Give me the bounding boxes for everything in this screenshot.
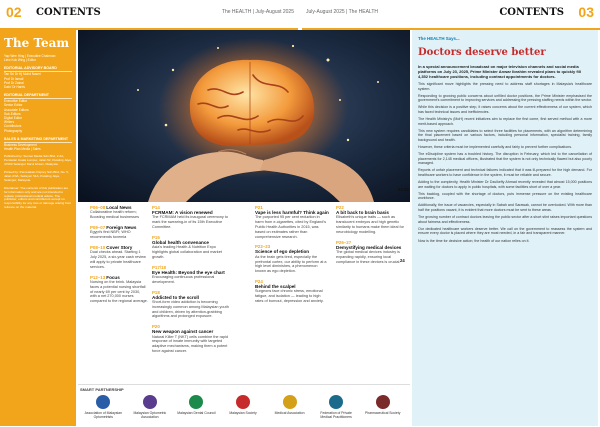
contents-page-ref: P09–07 — [90, 225, 106, 230]
contents-item[interactable] — [90, 225, 148, 240]
contents-item-desc: Dual checks ahead. Starting 1 July 2025, a six-year cash review will apply to private healthcare services. — [90, 250, 146, 269]
editorial-paragraph: Responding to growing public concerns about unfilled doctor positions, the Prime Minister emphasised the government's commitment to improving services and addressing the pressing staffing needs within the sector. — [418, 93, 593, 103]
contents-page-ref: P08–10 — [90, 245, 106, 250]
editorial-paragraph: Reports of unfair placement and technical failures indicated that it was ill-prepared for the high demand. For healthcare workers to have confidence in the system, it must be reliable and secure. — [418, 168, 592, 177]
contents-page-ref: P18 — [152, 289, 160, 295]
contents-item-desc: The global medical devices industry is expanding rapidly, ensuring local compliance in these devices is crucial. — [336, 250, 401, 264]
contents-item-desc: As the brain gets tired, especially the prefrontal cortex, our ability to perform at a high level diminishes, a phenomenon known as ego depletion. — [255, 254, 327, 274]
side-page-label: 22-23 — [398, 187, 409, 192]
editorial-kicker: The HEALTH Says... — [418, 36, 460, 41]
contents-item[interactable] — [152, 235, 232, 260]
partner-logo-icon — [329, 395, 343, 409]
partner-logo-icon — [236, 395, 250, 409]
contents-item[interactable] — [336, 240, 408, 265]
contents-item[interactable] — [90, 245, 148, 270]
partner-logo-name: Malaysian Dental Council — [177, 411, 216, 415]
partner-logo-name: Association of Malaysian Optometrists — [84, 411, 122, 419]
contents-page-ref: P21 — [255, 205, 263, 210]
contents-item-title: FCRMAM: A vision renewed — [152, 210, 213, 215]
editorial-dept-heading: EDITORIAL DEPARTMENT — [4, 93, 72, 99]
contents-column-2 — [152, 205, 232, 359]
advisory-member: Prof Dr Ismail — [4, 76, 24, 81]
editorial-paragraph: However, these criteria must be implemented carefully and fairly to prevent further complications. — [418, 145, 573, 150]
partner-logo-icon — [283, 395, 297, 409]
sales-heading: SALES & MARKETING DEPARTMENT — [4, 137, 72, 143]
partner-logo-name: Malaysian Optometric Association — [133, 411, 167, 419]
contents-item[interactable] — [255, 205, 329, 239]
advisory-member: Prof Dr Zainal — [4, 80, 24, 85]
left-page-number: 02 — [6, 4, 22, 20]
contents-item-desc: Encouraging continuous professional development. — [152, 275, 215, 284]
sales-line: Business Development — [4, 142, 37, 147]
partner-logo[interactable] — [82, 395, 125, 423]
partner-logo[interactable] — [175, 395, 218, 423]
left-issue-line: The HEALTH | July-August 2025 — [221, 9, 294, 15]
disclaimer: Disclaimer: The contents of this publication are for information only and are not intended to replace professional medical advice. The publisher, editors and contributors accept no responsibility for any loss or damage arising from reliance on the material. — [4, 185, 72, 210]
contents-item[interactable] — [152, 324, 232, 354]
sales-line: Health Plan Media | Sales — [4, 147, 41, 152]
advisory-member: Tan Sri Dr Hj Mohd Nazmi — [4, 72, 41, 77]
contents-item[interactable] — [255, 279, 329, 304]
contents-item-desc: Collaborative health reform; Boosting medical businesses — [90, 210, 139, 220]
editorial-title: Doctors deserve better — [418, 47, 546, 58]
contents-column-4 — [336, 205, 408, 269]
editorial-role: Associate Editors — [4, 107, 29, 112]
contents-item[interactable] — [90, 275, 148, 304]
contents-item-title: New weapon against cancer — [152, 329, 214, 335]
contents-item-desc: Surgeons face chronic stress, emotional fatigue, and isolation — leading to high rates of burnout, depression and anxiety. — [255, 289, 324, 303]
contents-item[interactable] — [255, 244, 329, 274]
partner-logo-icon — [376, 395, 390, 409]
partner-logo-name: Pharmaceutical Society — [364, 411, 401, 415]
partner-logo-icon — [189, 395, 203, 409]
editorial-body — [418, 82, 592, 243]
team-line: Yap Wee Hing | Executive Chairman — [4, 54, 56, 58]
contents-item-desc: Nursing on the brink. Malaysia faces a potential nursing shortfall of nearly 69 per cent by 2030, with a net 270,000 nurses compared to the regional average. — [90, 280, 148, 304]
editorial-panel — [412, 30, 598, 426]
partner-logo-icon — [143, 395, 157, 409]
smart-partnership-strip — [78, 384, 410, 427]
partner-logo-icon — [96, 395, 110, 409]
contents-item-desc: Natural Killer T (NKT) cells combine the rapid response of innate immunity with targeted adaptive mechanisms, making them a potent force against cancer. — [152, 334, 229, 353]
editorial-paragraph: The eDiscipline system has a troubled history. The disruption in February, which led to the cancellation of placements for 2,145 medical officers, illustrated that the system is not only technically flawed but also poorly managed. — [418, 152, 592, 166]
contents-page-ref: P06–08 — [90, 205, 106, 210]
contents-item-desc: The FCRMAM held its inaugural ceremony to mark the swearing-in of its 15th Executive Committee. — [152, 215, 228, 229]
partner-logo[interactable] — [315, 395, 358, 423]
contents-item-title: Vape is less harmful? Think again — [255, 210, 329, 215]
editorial-paragraph: Additionally, the issue of vacancies, especially in Sabah and Sarawak, cannot be overlooked. With more than half the positions vacant, it is evident that more doctors must be sent to these areas. — [418, 203, 592, 213]
contents-page-ref: P17/18 — [152, 264, 166, 270]
partners-title: SMART PARTNERSHIP — [80, 387, 124, 392]
editorial-role: Photography — [4, 128, 23, 133]
contents-item[interactable] — [152, 290, 232, 320]
contents-column-1 — [90, 205, 148, 309]
contents-item-title: Behind the scalpel — [255, 283, 296, 289]
editorial-paragraph: Now is the time for decisive action; the health of our nation relies on it. — [418, 238, 530, 243]
contents-item-title: Science of ego depletion — [255, 249, 310, 255]
contents-item-title: Eye Health: Beyond the eye chart — [152, 269, 225, 275]
brain-in-hands-illustration — [78, 30, 410, 202]
team-column — [0, 30, 76, 426]
advisory-member: Dato' Dr Harris — [4, 85, 25, 90]
editorial-paragraph: Adding to the complexity, Health Minister Dr Dzulkefly Ahmad recently revealed that almost 15,000 positions are waiting for doctors to apply in public hospitals, with some facilities short of over a year. — [418, 180, 592, 189]
team-line: Liew Kok Wing | Editor — [4, 58, 37, 63]
contents-item[interactable] — [336, 205, 408, 235]
right-issue-line: July-August 2025 | The HEALTH — [306, 9, 378, 15]
contents-item-desc: Egypt's first NBFI; WHO recommends toxemia — [90, 230, 131, 240]
left-running-head: CONTENTS — [36, 7, 101, 18]
contents-item-title: Foreign News — [106, 225, 137, 230]
editorial-role: Contributors — [4, 124, 22, 129]
editorial-paragraph: While this decision is a positive step, it raises concerns about the current effectiveness of our system, which has faced technical issues and inefficiencies. — [418, 105, 592, 114]
editorial-paragraph: This new system requires candidates to select three facilities for placements, with an algorithm determining the final placement based on various factors, including personal information, specialist training, family background and health. — [418, 128, 592, 142]
editorial-lead: In a special announcement broadcast on major television channels and social media platforms on July 23, 2025, Prime Minister Anwar Ibrahim revealed plans to quickly fill 4,352 healthcare positions, including contract appointments for doctors. — [418, 64, 582, 79]
right-page-header — [302, 0, 600, 30]
contents-item[interactable] — [152, 265, 232, 285]
contents-item-title: Demystifying medical devices — [336, 244, 402, 250]
contents-item[interactable] — [152, 205, 232, 230]
contents-page-ref: P12–13 — [90, 274, 106, 280]
cover-hero-image — [78, 30, 410, 202]
contents-page-ref: P22 — [336, 205, 344, 210]
partner-logo-name: Medical Association — [274, 411, 305, 415]
contents-item[interactable] — [90, 205, 148, 220]
editorial-paragraph: The growing number of contract doctors leaving the public sector after a short stint raises important questions about fairness and effectiveness. — [418, 215, 592, 224]
editorial-role: Sub-Editors — [4, 111, 21, 116]
contents-item-title: A bit back to brain basis — [336, 210, 389, 215]
publisher-info: Published by: Sunset Media Sdn Bhd, 2-3A, Persiaran Kuala Lumpur, Jalan 52, Petaling Jaya, 47000 Selangor Darul Ehsan, Malaysia. — [4, 154, 72, 167]
team-title: The Team — [4, 36, 70, 50]
editorial-paragraph: Our dedicated healthcare workers deserve better. We call on the government to reassess the system and ensure every doctor is placed where they are most needed, in a fair and transparent manner. — [418, 226, 592, 236]
editorial-paragraph: The Health Ministry's (MoH) recent initiatives aim to replace the first come, first served method with a more merit-based approach. — [418, 117, 592, 126]
contents-column-3 — [255, 205, 329, 309]
partner-logo-name: Federation of Private Medical Practitioners — [320, 411, 352, 419]
contents-item-desc: Elisabeth's unique traits — such as translucent embryos and high genetic similarity to humans make them ideal for neurobiology modelling. — [336, 215, 404, 234]
partner-logo[interactable] — [129, 395, 172, 423]
contents-item-title: Cover Story — [106, 245, 133, 250]
contents-page-ref: P20 — [152, 324, 160, 330]
partner-logo[interactable] — [361, 395, 404, 423]
contents-item-title: Global health convenance — [152, 239, 209, 245]
contents-page-ref: P22–23 — [255, 244, 271, 250]
editorial-role: Executive Editor — [4, 99, 28, 104]
partner-logo-name: Malaysian Society — [229, 411, 257, 415]
editorial-paragraph: This backlog, coupled with the shortage of doctors, puts immense pressure on the existing healthcare workforce. — [418, 191, 592, 201]
partner-logo[interactable] — [268, 395, 311, 423]
right-running-head: CONTENTS — [499, 7, 564, 18]
side-page-label: 24 — [400, 258, 405, 263]
left-page-header — [0, 0, 298, 30]
printer-info: Printed by: Percetakan Osprey Sdn Bhd, No. 5, Jalan 2/3A, Seksyen 51A, Petaling Jaya, Selangor, Malaysia. — [4, 169, 69, 182]
contents-page-ref: P26–27 — [336, 239, 352, 245]
contents-item-title: Addicted to the scroll — [152, 294, 199, 300]
contents-page-ref: P14 — [152, 205, 160, 210]
editorial-paragraph: This significant move highlights the pressing need to address staff shortages in Malaysia's healthcare system. — [418, 82, 592, 91]
right-page-number: 03 — [578, 4, 594, 20]
editorial-role: Digital Editor — [4, 116, 23, 121]
contents-page-ref: P24 — [255, 278, 263, 284]
contents-item-title: Focus — [106, 274, 120, 280]
partner-logo[interactable] — [222, 395, 265, 423]
contents-item-desc: The purported 95 per cent reduction in harm from e-cigarettes, cited by England's Public Health Authorities in 2015, was based on estimates rather than comprehensive research. — [255, 215, 326, 239]
editorial-role: Writers — [4, 120, 15, 125]
contents-page-ref: P15 — [152, 234, 160, 240]
contents-item-desc: Asia's leading Health & Nutrition Expo highlights global collaboration and market growth. — [152, 245, 222, 259]
contents-item-title: Local News — [106, 205, 132, 210]
advisory-heading: EDITORIAL ADVISORY BOARD — [4, 66, 72, 72]
editorial-role: Senior Editor — [4, 103, 23, 108]
contents-item-desc: Short-form video addiction is becoming increasingly common among Malaysian youth and children, driven by attention-grabbing algorithms and prolonged exposure. — [152, 300, 229, 319]
